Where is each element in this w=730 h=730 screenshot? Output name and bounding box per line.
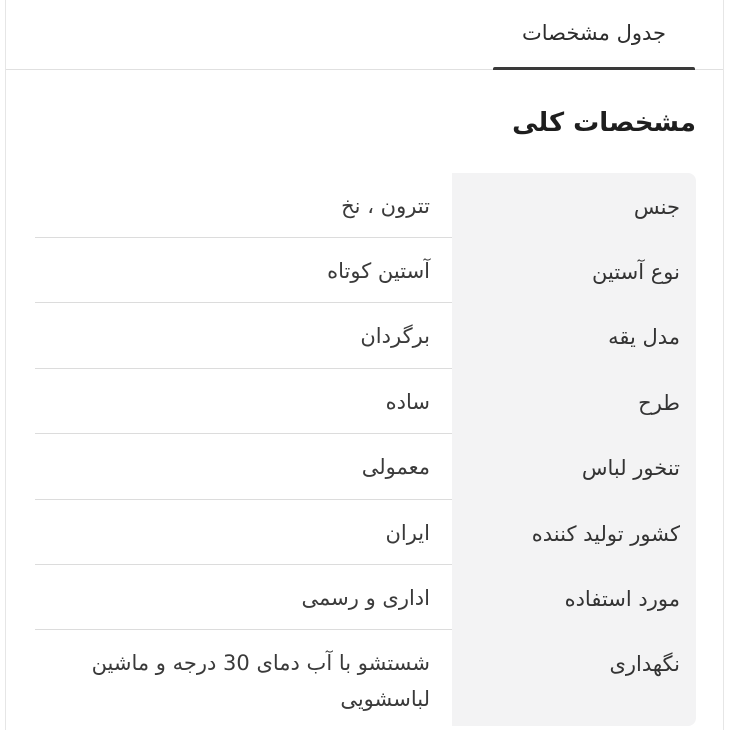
spec-value: تترون ، نخ [35,173,452,238]
spec-row [35,565,696,630]
tab-specifications[interactable] [493,0,695,70]
tab-specifications-label: جدول مشخصات [522,21,666,45]
spec-value: شستشو با آب دمای 30 درجه و ماشین لباسشویی [91,651,430,711]
spec-row [35,369,696,434]
spec-key: نوع آستین [452,238,696,303]
spec-value: ساده [35,369,452,434]
spec-key: نگهداری [452,630,696,726]
spec-value: آستین کوتاه [35,238,452,303]
spec-key: مدل یقه [452,303,696,369]
spec-value: برگردان [35,303,452,369]
spec-table [35,173,696,726]
spec-key: مورد استفاده [452,565,696,630]
spec-key: کشور تولید کننده [452,500,696,565]
spec-row [35,303,696,369]
spec-row [35,238,696,303]
spec-value: اداری و رسمی [35,565,452,630]
spec-key: طرح [452,369,696,434]
spec-row [35,173,696,238]
spec-key: تنخور لباس [452,434,696,500]
tab-bar [6,0,723,70]
spec-key: جنس [452,173,696,238]
active-tab-indicator [493,67,695,70]
spec-row [35,500,696,565]
spec-row [35,630,696,726]
spec-row [35,434,696,500]
spec-value: ایران [35,500,452,565]
section-title: مشخصات کلی [512,108,696,138]
spec-value: معمولی [35,434,452,500]
